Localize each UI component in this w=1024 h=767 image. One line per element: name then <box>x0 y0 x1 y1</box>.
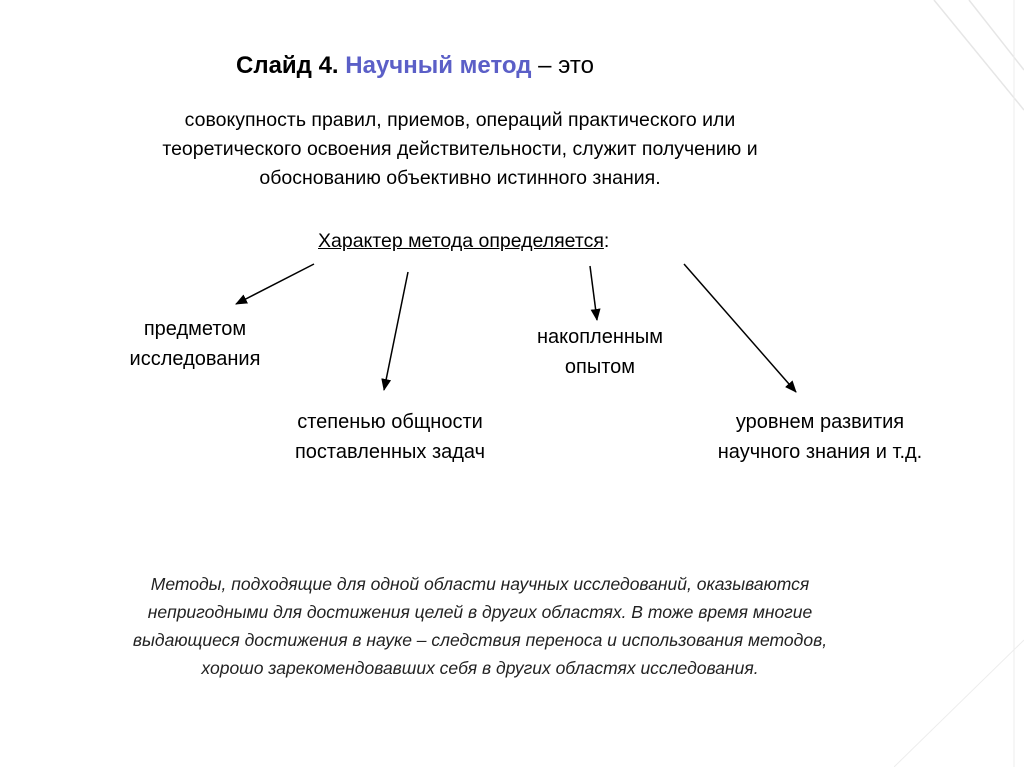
note-line: непригодными для достижения целей в других областях. В тоже время многие <box>147 602 813 622</box>
node-line: предметом <box>143 318 247 340</box>
node-line: опытом <box>564 356 636 378</box>
node-line: степенью общности <box>297 411 483 433</box>
title-rest: – это <box>538 52 594 79</box>
node-line: накопленным <box>536 326 664 348</box>
arrow-to-experience <box>590 266 597 320</box>
arrow-to-generality <box>384 272 408 390</box>
node-generality <box>230 407 550 467</box>
node-line: научного знания и т.д. <box>717 441 923 463</box>
node-subject <box>100 314 290 374</box>
note-line: выдающиеся достижения в науке – следствия переноса и использования методов, <box>132 630 828 650</box>
node-line: исследования <box>129 348 261 370</box>
arrow-to-knowledge-level <box>684 264 796 392</box>
method-character-text: Характер метода определяется <box>318 230 604 252</box>
slide-number: Слайд 4. <box>236 52 339 79</box>
node-line: уровнем развития <box>735 411 905 433</box>
node-experience <box>500 322 700 382</box>
note-line: хорошо зарекомендовавших себя в других областях исследования. <box>201 658 759 678</box>
definition-line: теоретического освоения действительности, служит получению и <box>162 138 758 160</box>
arrow-to-subject <box>236 264 314 304</box>
heading-colon: : <box>603 230 610 252</box>
methods-note <box>40 570 920 682</box>
definition-line: совокупность правил, приемов, операций практического или <box>184 109 736 131</box>
note-line: Методы, подходящие для одной области научных исследований, оказываются <box>150 574 810 594</box>
node-line: поставленных задач <box>294 441 486 463</box>
node-knowledge-level <box>660 407 980 467</box>
definition-line: обоснованию объективно истинного знания. <box>259 167 661 189</box>
title-term: Научный метод <box>345 52 532 79</box>
